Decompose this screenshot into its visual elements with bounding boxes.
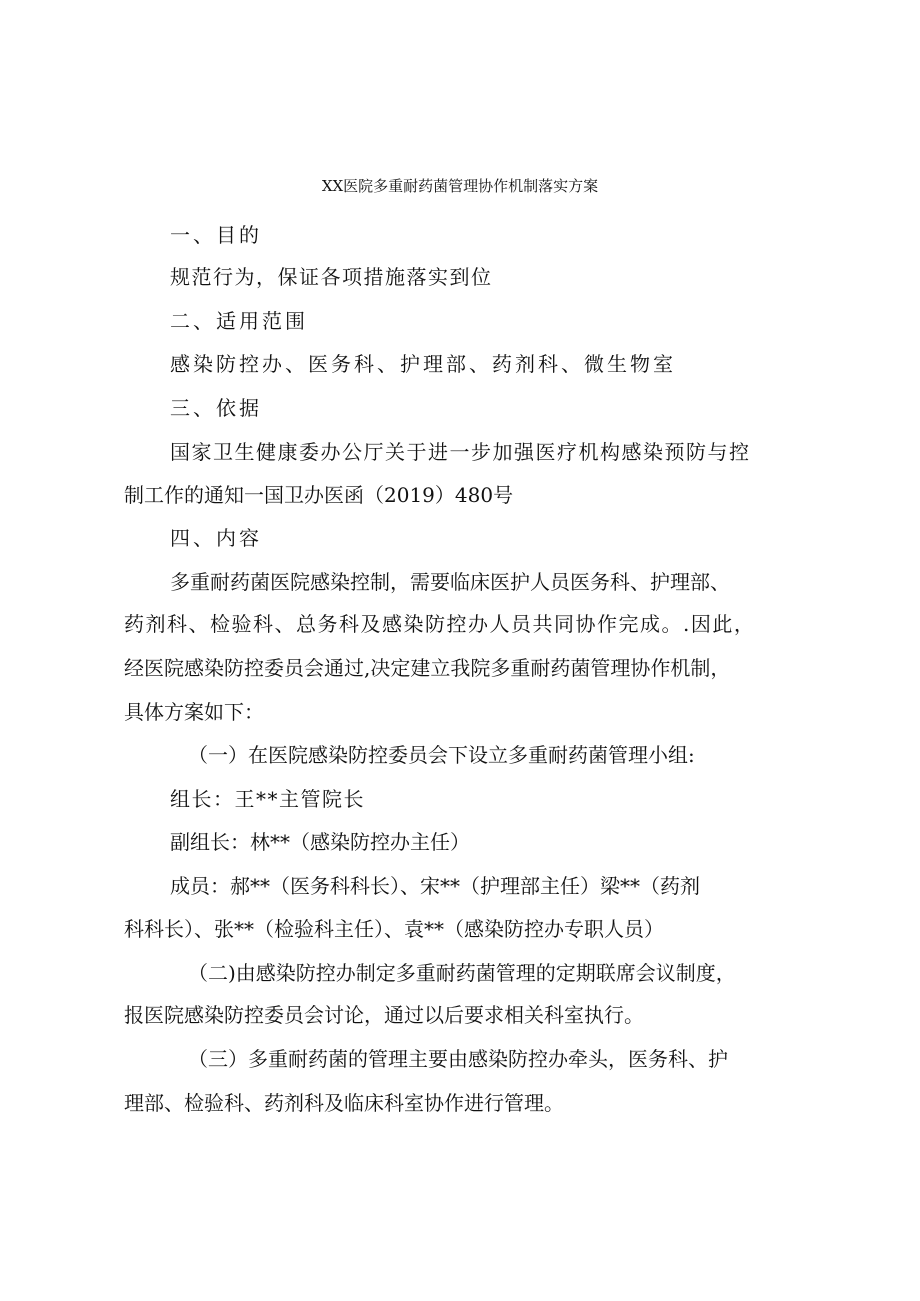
item-two-line-1: （二)由感染防控办制定多重耐药菌管理的定期联席会议制度，: [188, 961, 736, 985]
item-one: （一）在医院感染防控委员会下设立多重耐药菌管理小组:: [188, 743, 695, 767]
members-line-2: 科科长）、张**（检验科主任）、袁**（感染防控办专职人员）: [124, 917, 664, 941]
paragraph-purpose: 规范行为，保证各项措施落实到位: [170, 265, 493, 289]
section-heading-basis: 三、依据: [170, 396, 262, 420]
paragraph-content-line-4: 具体方案如下：: [124, 700, 264, 724]
section-heading-scope: 二、适用范围: [170, 309, 308, 333]
paragraph-basis-line-1: 国家卫生健康委办公厅关于进一步加强医疗机构感染预防与控: [170, 440, 751, 464]
document-title: XX医院多重耐药菌管理协作机制落实方案: [321, 177, 599, 195]
deputy-group-leader: 副组长：林**（感染防控办主任）: [170, 830, 470, 854]
section-heading-content: 四、内容: [170, 526, 262, 550]
paragraph-content-line-1: 多重耐药菌医院感染控制，需要临床医护人员医务科、护理部、: [170, 570, 730, 594]
paragraph-content-line-2: 药剂科、检验科、总务科及感染防控办人员共同协作完成。.因此，: [124, 612, 756, 636]
item-three-line-1: （三）多重耐药菌的管理主要由感染防控办牵头，医务科、护: [188, 1047, 728, 1071]
group-leader: 组长：王**主管院长: [170, 787, 365, 811]
item-three-line-2: 理部、检验科、药剂科及临床科室协作进行管理。: [124, 1091, 564, 1115]
paragraph-scope: 感染防控办、医务科、护理部、药剂科、微生物室: [170, 352, 676, 376]
members-line-1: 成员：郝**（医务科科长）、宋**（护理部主任）梁**（药剂: [170, 874, 700, 898]
section-heading-purpose: 一、目的: [170, 223, 262, 247]
paragraph-content-line-3: 经医院感染防控委员会通过,决定建立我院多重耐药菌管理协作机制，: [124, 656, 731, 680]
item-two-line-2: 报医院感染防控委员会讨论，通过以后要求相关科室执行。: [124, 1003, 644, 1027]
paragraph-basis-line-2: 制工作的通知一国卫办医函（2019）480号: [124, 483, 514, 507]
